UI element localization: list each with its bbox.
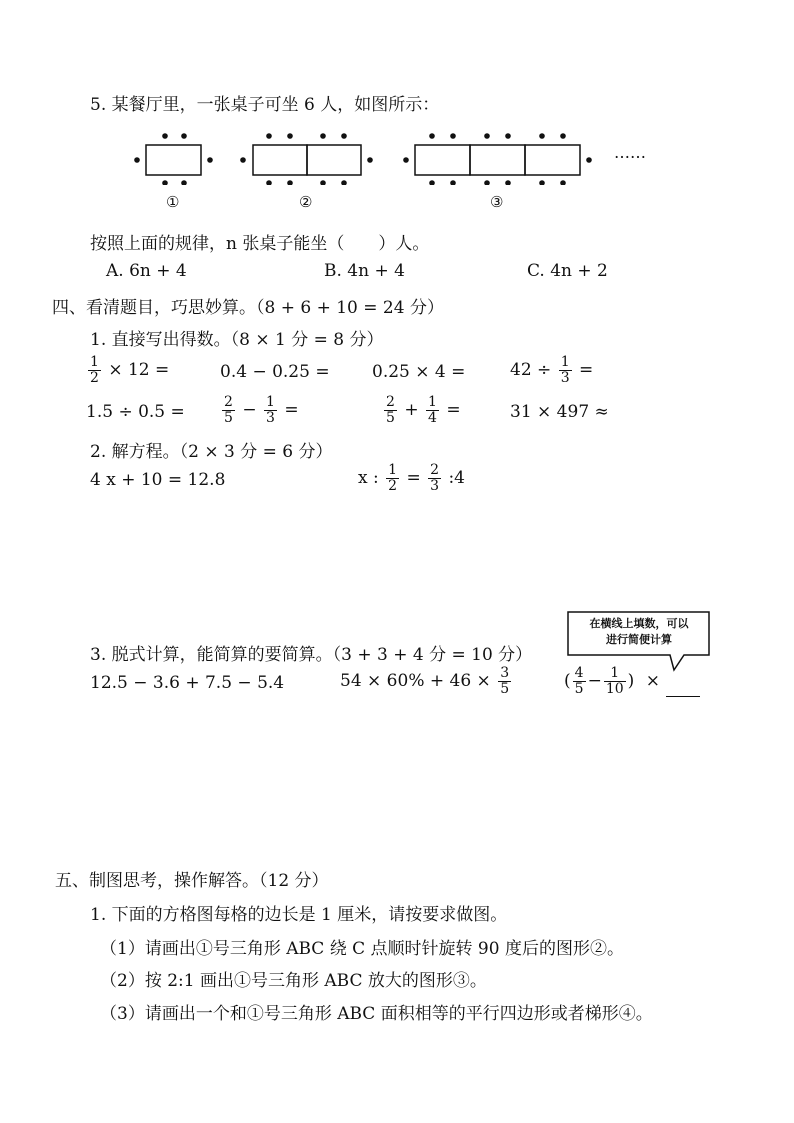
- calc-8: 31 × 497 ≈: [510, 402, 609, 422]
- q5-title: 5. 某餐厅里，一张桌子可坐 6 人，如图所示：: [90, 95, 440, 115]
- fraction: $\frac{1}{2}$: [90, 354, 99, 386]
- expression-3: ( $\frac{4}{5}$ − $\frac{1}{10}$ ) ×: [564, 666, 700, 697]
- section4-heading: 四、看清题目，巧思妙算。（8 + 6 + 10 = 24 分）: [52, 298, 444, 318]
- fraction: $\frac{1}{4}$: [427, 394, 437, 426]
- fraction: $\frac{4}{5}$: [574, 665, 584, 697]
- equation-2: x : $\frac{1}{2}$ = $\frac{2}{3}$ :4: [358, 462, 465, 494]
- fill-blank-line[interactable]: [666, 682, 700, 697]
- fraction: $\frac{1}{3}$: [560, 354, 570, 386]
- calc-5: 1.5 ÷ 0.5 =: [86, 402, 185, 422]
- section5-item-3: （3）请画出一个和①号三角形 ABC 面积相等的平行四边形或者梯形④。: [100, 1004, 653, 1024]
- section4-p2-title: 2. 解方程。（2 × 3 分 = 6 分）: [90, 442, 333, 462]
- section5-p1: 1. 下面的方格图每格的边长是 1 厘米，请按要求做图。: [90, 905, 508, 925]
- figure-label-1: ①: [166, 193, 180, 211]
- section5-item-1: （1）请画出①号三角形 ABC 绕 C 点顺时针旋转 90 度后的图形②。: [100, 939, 624, 959]
- expression-1: 12.5 − 3.6 + 7.5 − 5.4: [90, 673, 285, 693]
- figure-label-3: ③: [490, 193, 504, 211]
- calc-6: $\frac{2}{5}$ − $\frac{1}{3}$ =: [224, 394, 299, 426]
- section4-p1-title: 1. 直接写出得数。（8 × 1 分 = 8 分）: [90, 330, 384, 350]
- q5-option-c: C. 4n + 2: [527, 261, 608, 281]
- q5-option-a: A. 6n + 4: [106, 261, 187, 281]
- fraction: $\frac{2}{5}$: [386, 394, 395, 426]
- table-figures: [0, 125, 794, 215]
- calc-7: $\frac{2}{5}$ + $\frac{1}{4}$ =: [386, 394, 461, 426]
- table-figure-1: [146, 145, 201, 175]
- fraction: $\frac{2}{3}$: [430, 462, 440, 494]
- section5-item-2: （2）按 2:1 画出①号三角形 ABC 放大的图形③。: [100, 971, 487, 991]
- seat-dots-3: [403, 133, 592, 185]
- expression-2: 54 × 60% + 46 × $\frac{3}{5}$: [340, 665, 510, 697]
- pattern-ellipsis: ……: [614, 143, 646, 162]
- q5-option-b: B. 4n + 4: [324, 261, 405, 281]
- callout-line-2: 进行简便计算: [606, 633, 672, 646]
- table-figure-2: [253, 145, 361, 175]
- table-figure-3: [415, 145, 580, 175]
- calc-4: 42 ÷ $\frac{1}{3}$ =: [510, 354, 594, 386]
- section4-p3-title: 3. 脱式计算，能简算的要简算。（3 + 3 + 4 分 = 10 分）: [90, 645, 533, 665]
- calc-2: 0.4 − 0.25 =: [220, 362, 330, 382]
- callout-line-1: 在横线上填数，可以: [589, 617, 689, 630]
- table-diagram: [0, 125, 794, 185]
- q5-question: 按照上面的规律，n 张桌子能坐（ ）人。: [90, 234, 430, 254]
- fraction: $\frac{1}{10}$: [605, 665, 624, 697]
- figure-label-2: ②: [299, 193, 313, 211]
- fraction: $\frac{1}{2}$: [388, 462, 398, 494]
- equation-1: 4 x + 10 = 12.8: [90, 470, 226, 490]
- fraction: $\frac{2}{5}$: [224, 394, 233, 426]
- calc-1: $\frac{1}{2}$ × 12 =: [90, 354, 170, 386]
- hint-callout: [566, 610, 714, 672]
- calc-3: 0.25 × 4 =: [372, 362, 466, 382]
- section5-heading: 五、制图思考，操作解答。（12 分）: [55, 871, 329, 891]
- fraction: $\frac{1}{3}$: [265, 394, 275, 426]
- fraction: $\frac{3}{5}$: [500, 665, 510, 697]
